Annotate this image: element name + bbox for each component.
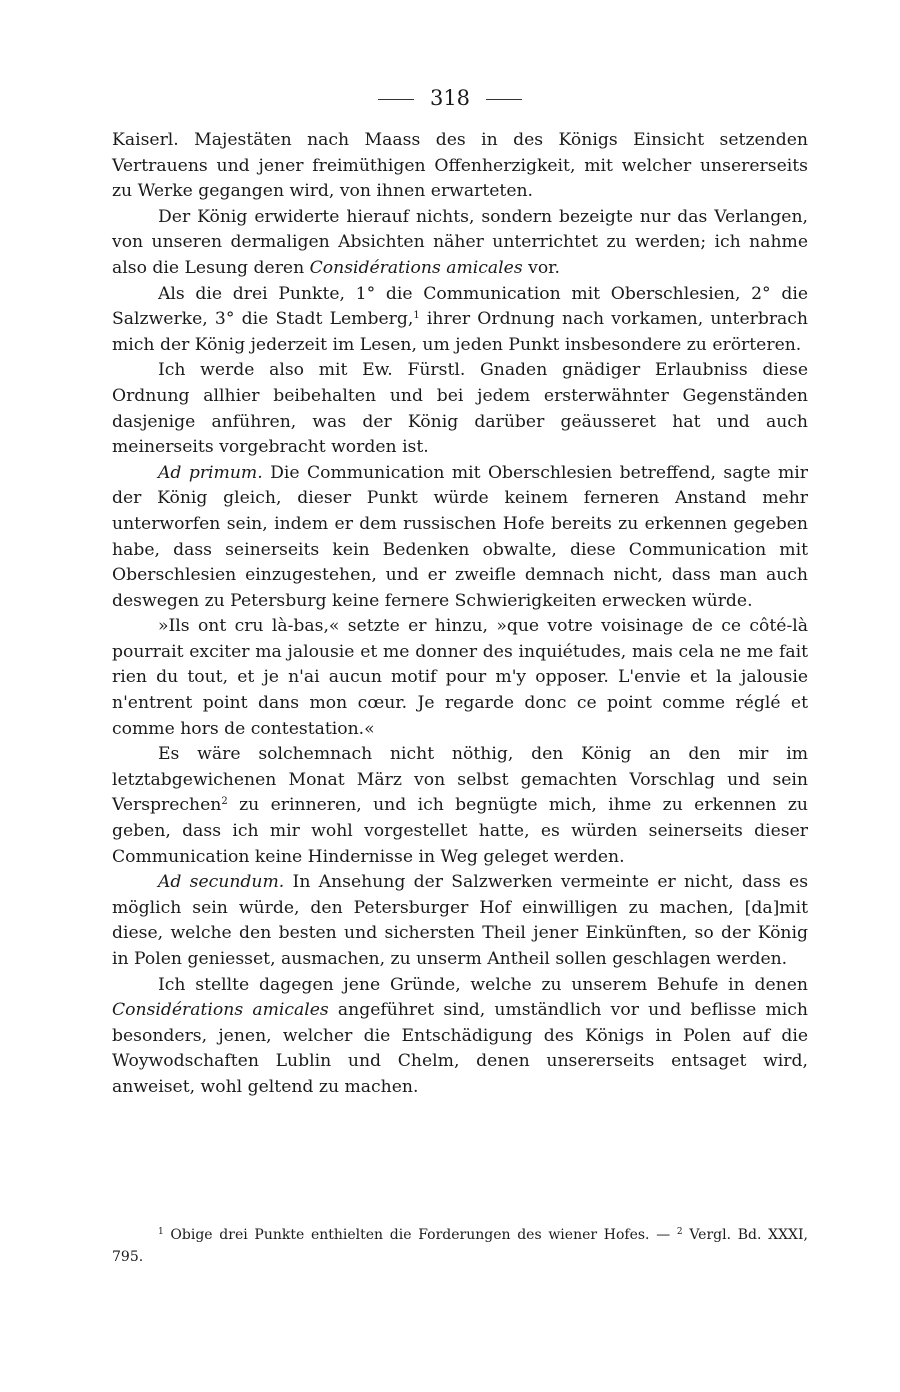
- paragraph-8-italic: Ad secundum.: [158, 872, 285, 893]
- paragraph-1: [112, 128, 808, 205]
- paragraph-1-text: Kaiserl. Majestäten nach Maass des in des Königs Einsicht setzenden Vertrauens und jener freimüthigen Offenherzigkeit, mit welcher unsererseits zu Werke gegangen wird, von ihnen erwarteten.: [112, 130, 808, 202]
- paragraph-6: [112, 614, 808, 742]
- paragraph-7-text-b: zu erinneren, und ich begnügte mich, ihme zu erkennen zu geben, dass ich mir wohl vorgestellet hatte, es würden seinerseits dieser Communication keine Hindernisse in Weg geleget werden.: [112, 795, 808, 867]
- footnotes: [112, 1224, 808, 1268]
- paragraph-6-text: »Ils ont cru là-bas,« setzte er hinzu, »que votre voisinage de ce côté-là pourrait exciter ma jalousie et me donner des inquiétudes, mais cela ne me fait rien du tout, et je n'ai aucun motif pour m'y opposer. L'envie et la jalousie n'entrent point dans mon cœur. Je regarde donc ce point comme réglé et comme hors de contestation.«: [112, 616, 808, 739]
- footnote-line: [112, 1224, 808, 1268]
- paragraph-4-text: Ich werde also mit Ew. Fürstl. Gnaden gnädiger Erlaubniss diese Ordnung allhier beibehalten und bei jedem ersterwähnter Gegenständen dasjenige anführen, was der König darüber geäusseret hat und auch meinerseits vorgebracht worden ist.: [112, 360, 808, 458]
- page-number: 318: [429, 86, 471, 110]
- paragraph-9-italic: Considérations amicales: [112, 1000, 329, 1021]
- footnote-ref-1: 1: [413, 310, 420, 322]
- paragraph-2-italic: Considérations amicales: [309, 257, 523, 278]
- body-text: [112, 128, 808, 1101]
- paragraph-3-text-a: Als die drei Punkte, 1° die Communication mit Oberschlesien, 2° die Salzwerke, 3° die Stadt Lemberg,: [112, 283, 808, 330]
- paragraph-8-text: In Ansehung der Salzwerken vermeinte er nicht, dass es möglich sein würde, den Petersburger Hof einwilligen zu machen, [da]mit diese, welche den besten und sichersten Theil jener Einkünften, so der König in Polen geniesset, ausmachen, zu unserm Antheil sollen geschlagen werden.: [112, 872, 809, 969]
- footnote-1-text: Obige drei Punkte enthielten die Forderungen des wiener Hofes. —: [163, 1227, 677, 1243]
- paragraph-2-text-b: vor.: [522, 257, 560, 278]
- paragraph-3-text-b: ihrer Ordnung nach vorkamen, unterbrach mich der König jederzeit im Lesen, um jeden Punkt insbesondere zu erörteren.: [112, 309, 808, 355]
- paragraph-9: [112, 973, 808, 1101]
- paragraph-5: [112, 461, 808, 615]
- paragraph-9-text-b: angeführet sind, umständlich vor und beflisse mich besonders, jenen, welcher die Entschädigung des Königs in Polen auf die Woywodschaften Lublin und Chelm, denen unsererseits entsaget wird, anweiset, wohl geltend zu machen.: [112, 1000, 808, 1097]
- header-rule-left: [378, 99, 414, 100]
- footnote-ref-2: 2: [221, 796, 228, 808]
- paragraph-8: [112, 870, 808, 972]
- header-rule-right: [486, 99, 522, 100]
- paragraph-3: [112, 282, 808, 359]
- paragraph-4: [112, 358, 808, 460]
- paragraph-2: [112, 205, 808, 282]
- page-header: [0, 84, 900, 112]
- footnote-2-text: Vergl. Bd. XXXI, 795.: [112, 1227, 809, 1265]
- paragraph-2-text-a: Der König erwiderte hierauf nichts, sondern bezeigte nur das Verlangen, von unseren dermaligen Absichten näher unterrichtet zu werden; ich nahme also die Lesung deren: [112, 206, 808, 278]
- paragraph-5-text: Die Communication mit Oberschlesien betreffend, sagte mir der König gleich, dieser Punkt würde keinem ferneren Anstand mehr unterworfen sein, indem er dem russischen Hofe bereits zu erkennen gegeben habe, dass seinerseits kein Bedenken obwalte, diese Communication mit Oberschlesien einzugestehen, und er zweifle demnach nicht, dass man auch deswegen zu Petersburg keine fernere Schwierigkeiten erwecken würde.: [112, 462, 808, 611]
- footnote-2-marker: 2: [676, 1227, 683, 1237]
- paragraph-9-text-a: Ich stellte dagegen jene Gründe, welche zu unserem Behufe in denen: [158, 974, 808, 995]
- paragraph-7-text-a: Es wäre solchemnach nicht nöthig, den König an den mir im letztabgewichenen Monat März von selbst gemachten Vorschlag und sein Versprechen: [112, 744, 808, 816]
- paragraph-7: [112, 742, 808, 870]
- footnote-1-marker: 1: [158, 1227, 164, 1237]
- paragraph-5-italic: Ad primum.: [158, 462, 263, 483]
